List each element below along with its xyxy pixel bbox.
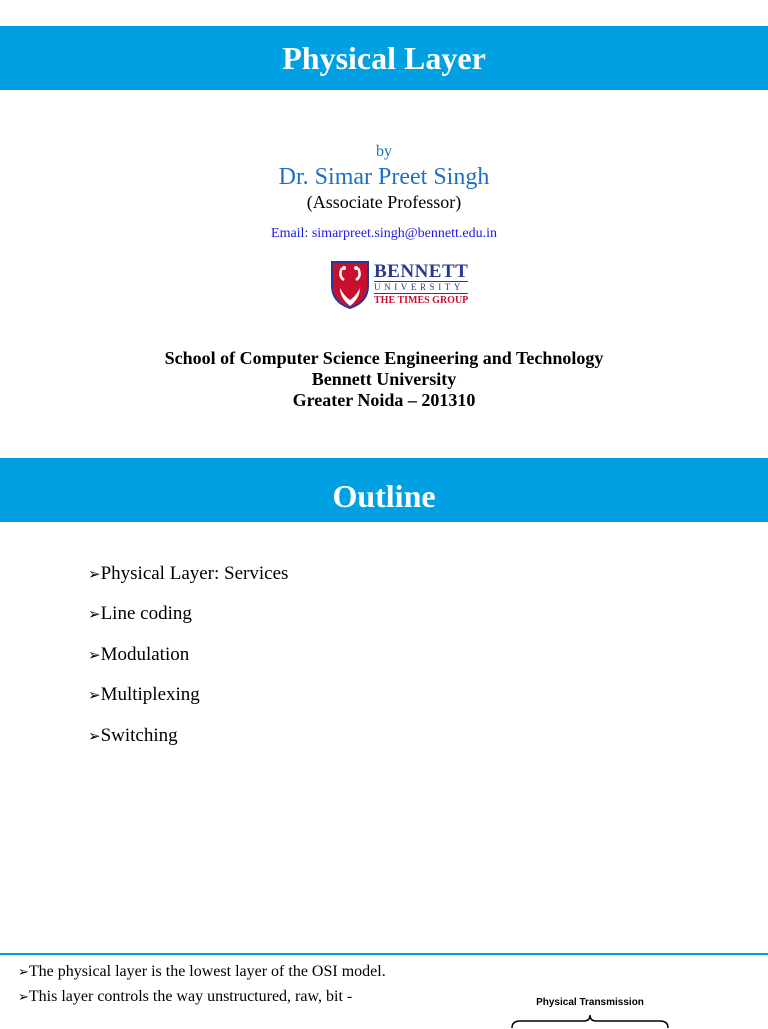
list-item [88, 603, 288, 643]
list-item-text: The physical layer is the lowest layer of the OSI model. [28, 963, 386, 980]
list-item [88, 725, 288, 765]
logo-line-2: UNIVERSITY [374, 281, 468, 294]
list-item-text: This layer controls the way unstructured, raw, bit - [28, 988, 353, 1005]
list-item [18, 963, 406, 982]
university-crest-icon [330, 258, 370, 310]
school-line: School of Computer Science Engineering and Technology [164, 348, 604, 368]
author-role: (Associate Professor) [306, 192, 462, 212]
physical-layer-slide [0, 953, 768, 1026]
outline-title-banner: Outline [0, 458, 768, 522]
list-item [88, 644, 288, 684]
author-email: Email: simarpreet.singh@bennett.edu.in [271, 226, 497, 241]
school-line: Greater Noida – 201310 [292, 390, 476, 410]
list-item-label: Switching [100, 724, 178, 746]
author-name: Dr. Simar Preet Singh [278, 164, 490, 190]
list-item-label: Multiplexing [100, 684, 200, 706]
arrow-bullet-icon: ➢ [88, 645, 101, 664]
title-slide [0, 0, 768, 440]
school-line: Bennett University [311, 369, 457, 389]
outline-list [88, 563, 288, 765]
list-item-label: Line coding [100, 603, 192, 625]
logo-wordmark [374, 262, 468, 307]
list-item-label: Modulation [100, 643, 190, 665]
list-item-label: Physical Layer: Services [100, 563, 289, 584]
arrow-bullet-icon: ➢ [88, 726, 101, 745]
logo-line-1: BENNETT [374, 261, 469, 282]
by-label: by [376, 143, 392, 160]
arrow-bullet-icon: ➢ [88, 565, 101, 583]
slide-title-banner: Physical Layer [0, 26, 768, 90]
arrow-bullet-icon: ➢ [88, 605, 101, 624]
body-bullets [18, 963, 406, 1013]
list-item [88, 563, 288, 603]
list-item [18, 988, 406, 1007]
bennett-university-logo [330, 258, 480, 310]
logo-line-3: THE TIMES GROUP [374, 295, 469, 306]
diagram-brace-icon [510, 1013, 670, 1029]
list-item [88, 684, 288, 724]
arrow-bullet-icon: ➢ [18, 965, 29, 980]
arrow-bullet-icon: ➢ [18, 990, 29, 1005]
diagram-title: Physical Transmission [536, 997, 644, 1008]
school-address [0, 348, 768, 411]
outline-slide [0, 440, 768, 945]
arrow-bullet-icon: ➢ [88, 686, 101, 705]
